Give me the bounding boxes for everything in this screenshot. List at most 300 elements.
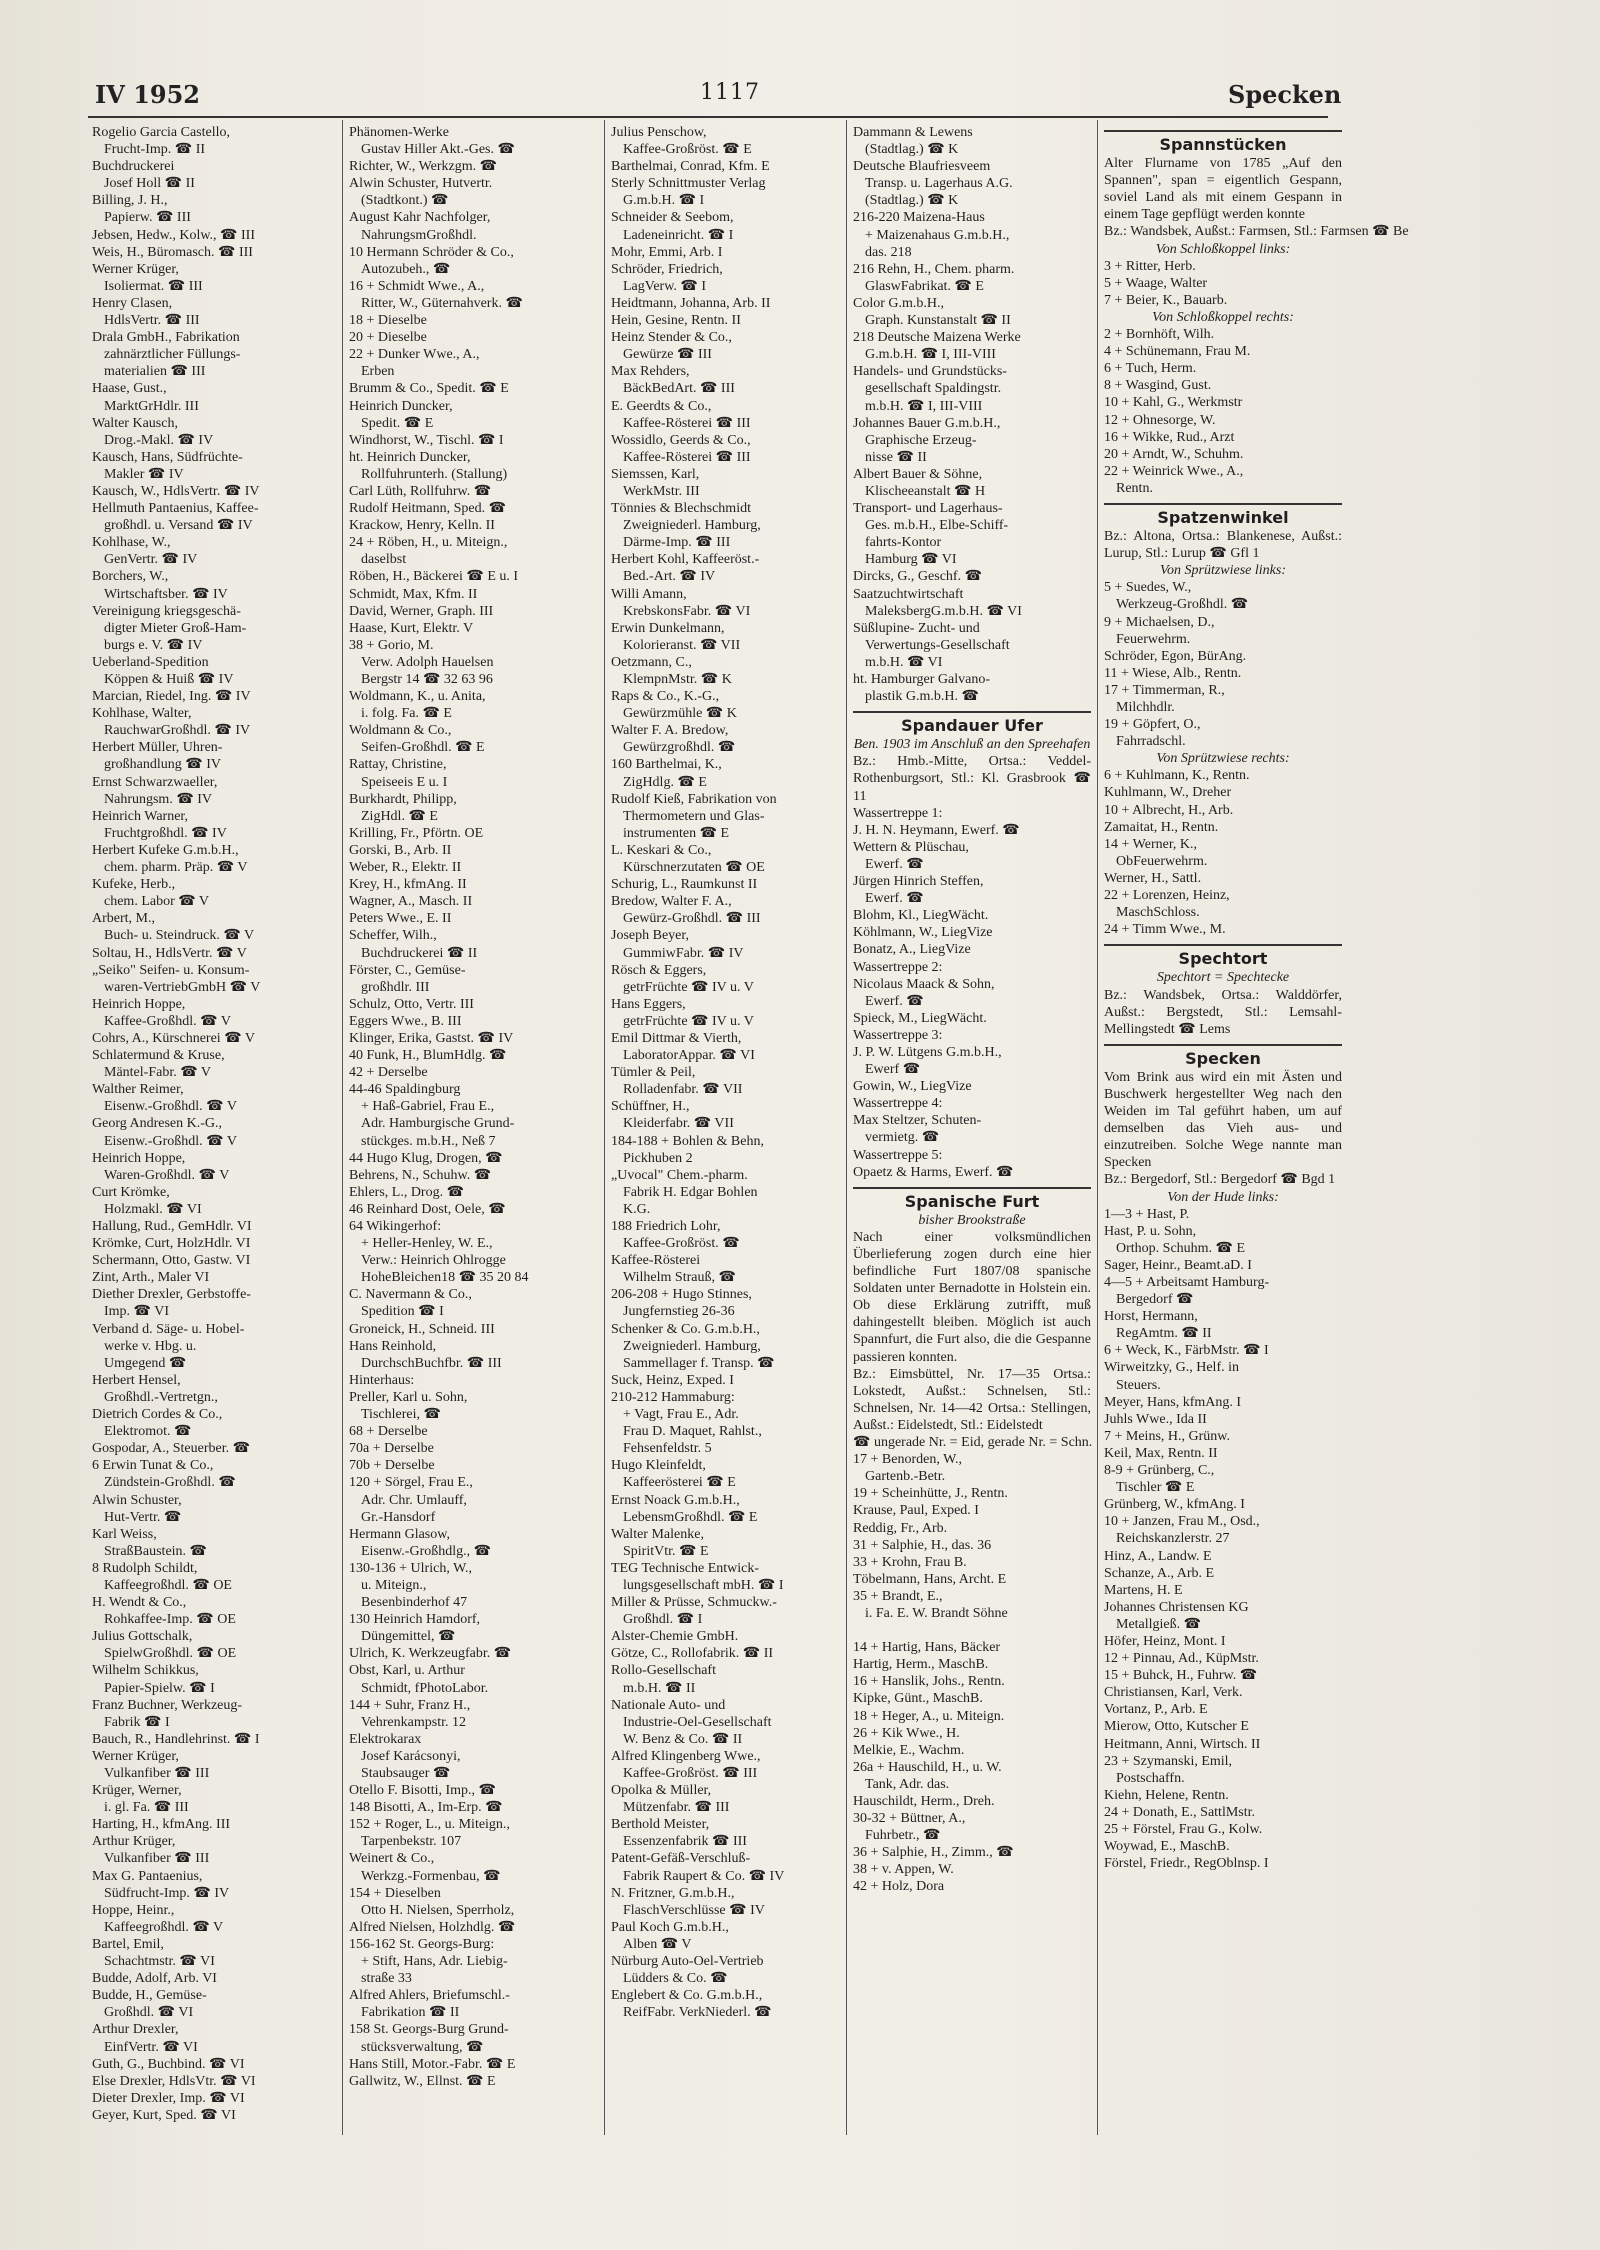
- directory-entry: Phänomen-Werke: [349, 125, 449, 140]
- entry-continuation: Kaffee-Großröst. ☎ E: [623, 142, 752, 158]
- entry-continuation: Ladeneinricht. ☎ I: [623, 227, 734, 243]
- directory-entry: 10 + Janzen, Frau M., Osd.,: [1104, 1514, 1260, 1530]
- entry-continuation: + Maizenahaus G.m.b.H.,: [865, 227, 1010, 243]
- directory-entry: Schüffner, H.,: [611, 1099, 690, 1115]
- directory-entry: Bredow, Walter F. A.,: [611, 894, 732, 910]
- entry-continuation: Sammellager f. Transp. ☎: [623, 1355, 775, 1371]
- directory-entry: 8 + Wasgind, Gust.: [1104, 378, 1212, 394]
- entry-continuation: Fabrik H. Edgar Bohlen: [623, 1184, 758, 1200]
- entry-continuation: KlempnMstr. ☎ K: [623, 672, 732, 687]
- entry-continuation: Verw. Adolph Hauelsen: [361, 654, 494, 670]
- section-description: Bz.: Hmb.-Mitte, Ortsa.: Veddel-Rothenburgsort, Stl.: Kl. Grasbrook ☎ 11: [853, 754, 1091, 804]
- directory-entry: 35 + Brandt, E.,: [853, 1588, 943, 1604]
- directory-entry: Raps & Co., K.-G.,: [611, 689, 720, 705]
- directory-entry: 2 + Bornhöft, Wilh.: [1104, 327, 1215, 343]
- entry-continuation: Werkzeug-Großhdl. ☎: [1116, 597, 1249, 613]
- entry-continuation: Rentn.: [1116, 480, 1153, 496]
- entry-continuation: Thermometern und Glas-: [623, 808, 765, 824]
- entry-continuation: Spedit. ☎ E: [361, 415, 434, 431]
- section-description: Nach einer volksmündlichen Überlieferung zogen durch eine hier befindliche Furt 1807/08 spanische Soldaten unter Bernadotte in Holstein ein. Ob diese Erklärung zutrifft, muß dahingestellt bleiben. Möglich ist auch Spannfurt, die Furt also, die die Gespanne passieren konnten.: [853, 1229, 1091, 1365]
- entry-continuation: Frau D. Maquet, Rahlst.,: [623, 1424, 762, 1440]
- directory-entry: Max Rehders,: [611, 364, 690, 380]
- directory-entry: Heinrich Hoppe,: [92, 996, 186, 1012]
- entry-continuation: Ewerf. ☎: [865, 856, 924, 872]
- entry-continuation: Mützenfabr. ☎ III: [623, 1800, 730, 1816]
- entry-continuation: Adr. Hamburgische Grund-: [361, 1116, 515, 1132]
- directory-entry: 64 Wikingerhof:: [349, 1219, 442, 1234]
- entry-continuation: Staubsauger ☎: [361, 1766, 451, 1781]
- directory-entry: Vereinigung kriegsgeschä-: [92, 603, 241, 619]
- directory-entry: Melkie, E., Wachm.: [853, 1742, 965, 1758]
- directory-entry: Martens, H. E: [1104, 1582, 1183, 1598]
- directory-entry: Jürgen Hinrich Steffen,: [853, 874, 984, 890]
- directory-entry: Curt Krömke,: [92, 1184, 170, 1200]
- directory-entry: 68 + Derselbe: [349, 1424, 428, 1440]
- directory-entry: 17 + Timmerman, R.,: [1104, 682, 1225, 698]
- entry-continuation: Hamburg ☎ VI: [865, 552, 957, 568]
- entry-continuation: i. gl. Fa. ☎ III: [104, 1800, 189, 1816]
- directory-entry: Verband d. Säge- u. Hobel-: [92, 1321, 245, 1337]
- column-5: [1104, 124, 1409, 2134]
- directory-entry: Rudolf Kieß, Fabrikation von: [611, 791, 777, 807]
- directory-entry: Röben, H., Bäckerei ☎ E u. I: [349, 569, 519, 585]
- directory-entry: H. Wendt & Co.,: [92, 1595, 187, 1611]
- directory-entry: Hans Reinhold,: [349, 1338, 437, 1354]
- entry-continuation: instrumenten ☎ E: [623, 825, 730, 841]
- directory-entry: Siemssen, Karl,: [611, 466, 700, 482]
- section-note: bisher Brookstraße: [918, 1212, 1026, 1228]
- entry-continuation: KrebskonsFabr. ☎ VI: [623, 603, 751, 619]
- directory-entry: Mohr, Emmi, Arb. I: [611, 244, 723, 260]
- directory-entry: 188 Friedrich Lohr,: [611, 1219, 721, 1234]
- entry-continuation: Zündstein-Großhdl. ☎: [104, 1475, 236, 1491]
- directory-entry: Kaffee-Rösterei: [611, 1253, 701, 1269]
- directory-entry: 46 Reinhard Dost, Oele, ☎: [349, 1201, 506, 1217]
- entry-continuation: Südfrucht-Imp. ☎ IV: [104, 1885, 230, 1901]
- entry-continuation: Tank, Adr. das.: [865, 1776, 950, 1792]
- directory-entry: Deutsche Blaufriesveem: [853, 159, 991, 175]
- directory-entry: Woywad, E., MaschB.: [1104, 1839, 1230, 1855]
- directory-entry: Weber, R., Elektr. II: [349, 860, 462, 876]
- directory-entry: 18 + Heger, A., u. Miteign.: [853, 1708, 1005, 1724]
- directory-entry: Krackow, Henry, Kelln. II: [349, 518, 495, 534]
- directory-entry: Willi Amann,: [611, 586, 687, 602]
- entry-continuation: MarktGrHdlr. III: [104, 398, 199, 414]
- entry-continuation: Postschaffn.: [1116, 1770, 1185, 1786]
- entry-continuation: Kaffeegroßhdl. ☎ V: [104, 1919, 224, 1935]
- directory-entry: Wassertreppe 2:: [853, 959, 943, 975]
- entry-continuation: Schachtmstr. ☎ VI: [104, 1954, 215, 1970]
- entry-continuation: Erben: [361, 364, 395, 380]
- directory-entry: Miller & Prüsse, Schmuckw.-: [611, 1595, 777, 1611]
- directory-entry: Franz Buchner, Werkzeug-: [92, 1697, 243, 1713]
- directory-entry: 152 + Roger, L., u. Miteign.,: [349, 1817, 510, 1833]
- entry-continuation: stückges. m.b.H., Neß 7: [361, 1133, 496, 1149]
- entry-continuation: Frucht-Imp. ☎ II: [104, 142, 206, 158]
- directory-entry: Bonatz, A., LiegVize: [853, 942, 971, 958]
- entry-continuation: Kaffee-Großröst. ☎ III: [623, 1766, 758, 1781]
- directory-entry: Walther Reimer,: [92, 1082, 184, 1098]
- directory-entry: 20 + Arndt, W., Schuhm.: [1104, 446, 1244, 462]
- entry-continuation: GenVertr. ☎ IV: [104, 552, 198, 568]
- entry-continuation: ZigHdl. ☎ E: [361, 808, 438, 824]
- directory-entry: 4—5 + Arbeitsamt Hamburg-: [1104, 1275, 1270, 1290]
- directory-entry: Heinz Stender & Co.,: [611, 330, 732, 346]
- entry-continuation: daselbst: [361, 552, 407, 568]
- entry-continuation: Umgegend ☎: [104, 1355, 187, 1371]
- directory-entry: Hermann Glasow,: [349, 1526, 450, 1542]
- directory-entry: 10 + Albrecht, H., Arb.: [1104, 802, 1234, 818]
- directory-entry: Dieter Drexler, Imp. ☎ VI: [92, 2090, 245, 2106]
- directory-entry: Gospodar, A., Steuerber. ☎: [92, 1441, 251, 1457]
- entry-continuation: ReifFabr. VerkNiederl. ☎: [623, 2005, 772, 2021]
- directory-entry: Opolka & Müller,: [611, 1783, 712, 1799]
- directory-entry: 6 + Kuhlmann, K., Rentn.: [1104, 768, 1250, 784]
- directory-entry: Meyer, Hans, kfmAng. I: [1104, 1394, 1242, 1410]
- directory-entry: Wirweitzky, G., Helf. in: [1104, 1360, 1239, 1376]
- entry-continuation: Gewürzgroßhdl. ☎: [623, 740, 736, 756]
- section-heading: Spechtort: [1104, 944, 1342, 967]
- directory-entry: Handels- und Grundstücks-: [853, 364, 1007, 380]
- entry-continuation: Speiseeis E u. I: [361, 774, 448, 790]
- entry-continuation: WerkMstr. III: [623, 483, 700, 499]
- entry-continuation: Makler ☎ IV: [104, 466, 184, 482]
- section-heading: Spatzenwinkel: [1104, 503, 1342, 526]
- entry-continuation: Ritter, W., Güternahverk. ☎: [361, 295, 523, 311]
- directory-entry: 5 + Waage, Walter: [1104, 275, 1208, 291]
- entry-continuation: Hut-Vertr. ☎: [104, 1509, 182, 1525]
- entry-continuation: Großhdl. ☎ I: [623, 1612, 703, 1628]
- directory-entry: 36 + Salphie, H., Zimm., ☎: [853, 1845, 1014, 1861]
- directory-entry: Förster, C., Gemüse-: [349, 962, 466, 978]
- directory-entry: 130-136 + Ulrich, W.,: [349, 1560, 472, 1576]
- directory-entry: Heinrich Duncker,: [349, 398, 453, 414]
- directory-entry: N. Fritzner, G.m.b.H.,: [611, 1885, 735, 1901]
- directory-entry: 24 + Röben, H., u. Miteign.,: [349, 535, 508, 551]
- entry-continuation: getrFrüchte ☎ IV u. V: [623, 1013, 754, 1029]
- directory-entry: Elektrokarax: [349, 1731, 422, 1747]
- entry-continuation: ZigHdlg. ☎ E: [623, 774, 707, 790]
- directory-entry: 210-212 Hammaburg:: [611, 1389, 735, 1405]
- directory-entry: 8 Rudolph Schildt,: [92, 1560, 198, 1576]
- directory-entry: 11 + Wiese, Alb., Rentn.: [1104, 665, 1242, 681]
- directory-entry: Tümler & Peil,: [611, 1065, 696, 1081]
- entry-continuation: straße 33: [361, 1971, 412, 1987]
- entry-continuation: RegAmtm. ☎ II: [1116, 1326, 1212, 1342]
- directory-entry: Kufeke, Herb.,: [92, 877, 176, 893]
- directory-entry: Kiehn, Helene, Rentn.: [1104, 1787, 1229, 1803]
- entry-continuation: G.m.b.H. ☎ I, III-VIII: [865, 347, 996, 363]
- directory-entry: Herbert Kufeke G.m.b.H.,: [92, 842, 239, 858]
- entry-continuation: Feuerwehrm.: [1116, 631, 1191, 647]
- directory-entry: Harting, H., kfmAng. III: [92, 1817, 231, 1833]
- entry-continuation: Bergedorf ☎: [1116, 1292, 1194, 1308]
- entry-continuation: Vulkanfiber ☎ III: [104, 1851, 210, 1867]
- entry-continuation: Jungfernstieg 26-36: [623, 1304, 735, 1320]
- directory-entry: 22 + Weinrick Wwe., A.,: [1104, 463, 1244, 479]
- directory-entry: Juhls Wwe., Ida II: [1104, 1411, 1207, 1427]
- entry-continuation: Otto H. Nielsen, Sperrholz,: [361, 1902, 515, 1918]
- directory-entry: „Uvocal" Chem.-pharm.: [611, 1167, 748, 1183]
- directory-entry: 15 + Buhck, H., Fuhrw. ☎: [1104, 1668, 1258, 1684]
- directory-entry: 10 Hermann Schröder & Co.,: [349, 244, 514, 260]
- street-header: Specken: [1228, 80, 1342, 109]
- directory-entry: 216 Rehn, H., Chem. pharm.: [853, 261, 1015, 277]
- directory-entry: Wettern & Plüschau,: [853, 839, 969, 855]
- entry-continuation: Kaffee-Rösterei ☎ III: [623, 449, 751, 465]
- directory-entry: Schenker & Co. G.m.b.H.,: [611, 1321, 760, 1337]
- directory-entry: 20 + Dieselbe: [349, 330, 427, 346]
- directory-entry: 33 + Krohn, Frau B.: [853, 1554, 967, 1570]
- entry-continuation: LaboratorAppar. ☎ VI: [623, 1048, 755, 1064]
- directory-entry: Horst, Hermann,: [1104, 1309, 1198, 1325]
- directory-entry: C. Navermann & Co.,: [349, 1287, 472, 1303]
- entry-continuation: gesellschaft Spaldingstr.: [865, 381, 1002, 397]
- directory-entry: Schneider & Seebom,: [611, 210, 734, 226]
- entry-continuation: Alben ☎ V: [623, 1936, 692, 1952]
- directory-entry: Hallung, Rud., GemHdlr. VI: [92, 1219, 252, 1234]
- directory-entry: Hoppe, Heinr.,: [92, 1902, 175, 1918]
- directory-entry: David, Werner, Graph. III: [349, 603, 494, 619]
- directory-entry: Kuhlmann, W., Dreher: [1104, 785, 1232, 801]
- directory-entry: TEG Technische Entwick-: [611, 1560, 760, 1576]
- entry-continuation: Kaffeegroßhdl. ☎ OE: [104, 1577, 232, 1593]
- directory-entry: Hast, P. u. Sohn,: [1104, 1223, 1197, 1239]
- entry-continuation: Adr. Chr. Umlauff,: [361, 1492, 467, 1508]
- entry-continuation: Fabrikation ☎ II: [361, 2005, 460, 2021]
- directory-entry: Peters Wwe., E. II: [349, 911, 452, 927]
- entry-continuation: Kürschnerzutaten ☎ OE: [623, 860, 765, 876]
- entry-continuation: RauchwarGroßhdl. ☎ IV: [104, 723, 251, 739]
- directory-entry: 24 + Timm Wwe., M.: [1104, 922, 1226, 938]
- directory-entry: Nürburg Auto-Oel-Vertrieb: [611, 1954, 764, 1970]
- directory-entry: Gowin, W., LiegVize: [853, 1079, 972, 1095]
- directory-entry: Obst, Karl, u. Arthur: [349, 1663, 465, 1679]
- directory-entry: Haase, Kurt, Elektr. V: [349, 620, 474, 636]
- directory-entry: 40 Funk, H., BlumHdlg. ☎: [349, 1048, 507, 1064]
- directory-entry: Max Steltzer, Schuten-: [853, 1113, 982, 1129]
- entry-continuation: GlaswFabrikat. ☎ E: [865, 278, 984, 294]
- entry-continuation: Fabrik Raupert & Co. ☎ IV: [623, 1868, 785, 1884]
- directory-entry: Arthur Krüger,: [92, 1834, 176, 1850]
- entry-continuation: + Haß-Gabriel, Frau E.,: [361, 1099, 495, 1115]
- entry-continuation: StraßBaustein. ☎: [104, 1543, 207, 1559]
- directory-entry: 1—3 + Hast, P.: [1104, 1206, 1190, 1222]
- directory-entry: Billing, J. H.,: [92, 193, 168, 209]
- entry-continuation: GummiwFabr. ☎ IV: [623, 945, 744, 961]
- entry-continuation: Eisenw.-Großhdlg., ☎: [361, 1543, 492, 1559]
- directory-entry: Emil Dittmar & Vierth,: [611, 1030, 742, 1046]
- directory-entry: Mierow, Otto, Kutscher E: [1104, 1719, 1249, 1735]
- entry-continuation: Rollfuhrunterh. (Stallung): [361, 466, 508, 482]
- directory-entry: Wassertreppe 3:: [853, 1027, 943, 1043]
- directory-entry: 7 + Meins, H., Grünw.: [1104, 1428, 1230, 1444]
- directory-entry: Hinz, A., Landw. E: [1104, 1548, 1212, 1564]
- page-number: 1117: [700, 80, 760, 105]
- entry-continuation: Imp. ☎ VI: [104, 1304, 170, 1320]
- entry-continuation: getrFrüchte ☎ IV u. V: [623, 979, 754, 995]
- entry-continuation: Reichskanzlerstr. 27: [1116, 1531, 1230, 1547]
- directory-entry: Ulrich, K. Werkzeugfabr. ☎: [349, 1646, 512, 1662]
- directory-entry: Woldmann, K., u. Anita,: [349, 689, 486, 705]
- directory-entry: Schmidt, Max, Kfm. II: [349, 586, 478, 602]
- directory-entry: Barthelmai, Conrad, Kfm. E: [611, 159, 770, 175]
- directory-entry: Schulz, Otto, Vertr. III: [349, 996, 474, 1012]
- directory-entry: 5 + Suedes, W.,: [1104, 580, 1192, 596]
- directory-entry: 10 + Kahl, G., Werkmstr: [1104, 395, 1243, 411]
- directory-entry: Bz.: Wandsbek, Außst.: Farmsen, Stl.: Farmsen ☎ Be: [1104, 224, 1409, 240]
- directory-entry: Kausch, Hans, Südfrüchte-: [92, 449, 243, 465]
- entry-continuation: Gr.-Hansdorf: [361, 1509, 436, 1525]
- directory-entry: Richter, W., Werkzgm. ☎: [349, 159, 498, 175]
- entry-continuation: Rohkaffee-Imp. ☎ OE: [104, 1612, 236, 1628]
- directory-entry: Paul Koch G.m.b.H.,: [611, 1919, 729, 1935]
- directory-entry: Heinrich Hoppe,: [92, 1150, 186, 1166]
- directory-entry: Sterly Schnittmuster Verlag: [611, 176, 766, 192]
- directory-entry: Sager, Heinr., Beamt.aD. I: [1104, 1257, 1252, 1273]
- directory-entry: Krey, H., kfmAng. II: [349, 877, 467, 893]
- entry-continuation: Kaffee-Großröst. ☎: [623, 1236, 740, 1252]
- entry-continuation: Eisenw.-Großhdl. ☎ V: [104, 1099, 237, 1115]
- directory-entry: Herbert Kohl, Kaffeeröst.-: [611, 552, 760, 568]
- entry-continuation: Graphische Erzeug-: [865, 432, 977, 448]
- directory-entry: 160 Barthelmai, K.,: [611, 757, 722, 773]
- directory-entry: Arthur Drexler,: [92, 2022, 179, 2038]
- directory-entry: 18 + Dieselbe: [349, 313, 427, 329]
- entry-continuation: MaleksbergG.m.b.H. ☎ VI: [865, 603, 1022, 619]
- directory-entry: Buchdruckerei: [92, 159, 175, 175]
- entry-continuation: Wilhelm Strauß, ☎: [623, 1270, 736, 1286]
- entry-continuation: Ges. m.b.H., Elbe-Schiff-: [865, 518, 1009, 534]
- directory-entry: Schanze, A., Arb. E: [1104, 1565, 1215, 1581]
- entry-continuation: Bed.-Art. ☎ IV: [623, 569, 716, 585]
- directory-entry: Hinterhaus:: [349, 1372, 415, 1388]
- entry-continuation: Kaffee-Rösterei ☎ III: [623, 415, 751, 431]
- directory-entry: Oetzmann, C.,: [611, 654, 692, 670]
- section-description: Bz.: Wandsbek, Ortsa.: Walddörfer, Außst.: Bergstedt, Stl.: Lemsahl-Mellingstedt ☎ Lems: [1104, 987, 1342, 1037]
- directory-entry: Preller, Karl u. Sohn,: [349, 1389, 468, 1405]
- entry-continuation: (Stadtlag.) ☎ K: [865, 142, 959, 158]
- directory-entry: 156-162 St. Georgs-Burg:: [349, 1936, 495, 1952]
- entry-continuation: BäckBedArt. ☎ III: [623, 381, 735, 397]
- entry-continuation: materialien ☎ III: [104, 364, 206, 380]
- entry-continuation: das. 218: [865, 244, 912, 260]
- directory-entry: 6 + Weck, K., FärbMstr. ☎ I: [1104, 1343, 1269, 1359]
- directory-entry: 24 + Donath, E., SattlMstr.: [1104, 1804, 1256, 1820]
- directory-entry: Alwin Schuster, Hutvertr.: [349, 176, 493, 192]
- directory-entry: Jebsen, Hedw., Kolw., ☎ III: [92, 227, 255, 243]
- section-description: Alter Flurname von 1785 „Auf den Spannen", span = eigentlich Gespann, soviel Land als mit einem Gespann in einem Tage gepflügt werden konnte: [1104, 156, 1342, 223]
- directory-entry: Herbert Müller, Uhren-: [92, 740, 223, 756]
- entry-continuation: Mäntel-Fabr. ☎ V: [104, 1065, 212, 1081]
- entry-continuation: Fabrik ☎ I: [104, 1714, 170, 1730]
- directory-entry: Töbelmann, Hans, Archt. E: [853, 1571, 1007, 1587]
- directory-entry: 38 + v. Appen, W.: [853, 1862, 954, 1878]
- entry-continuation: Graph. Kunstanstalt ☎ II: [865, 313, 1011, 329]
- directory-entry: Bartel, Emil,: [92, 1936, 164, 1952]
- entry-continuation: i. folg. Fa. ☎ E: [361, 706, 452, 722]
- column-2: [349, 124, 587, 2134]
- entry-continuation: m.b.H. ☎ II: [623, 1680, 696, 1696]
- directory-entry: 30-32 + Büttner, A.,: [853, 1811, 966, 1827]
- entry-continuation: Kaffee-Großhdl. ☎ V: [104, 1013, 231, 1029]
- directory-entry: 16 + Schmidt Wwe., A.,: [349, 278, 485, 294]
- entry-continuation: Orthop. Schuhm. ☎ E: [1116, 1240, 1246, 1256]
- directory-entry: Süßlupine- Zucht- und: [853, 620, 980, 636]
- directory-entry: 144 + Suhr, Franz H.,: [349, 1697, 471, 1713]
- directory-entry: Johannes Bauer G.m.b.H.,: [853, 415, 1001, 431]
- entry-continuation: Seifen-Großhdl. ☎ E: [361, 740, 485, 756]
- entry-continuation: SpiritVtr. ☎ E: [623, 1543, 709, 1559]
- entry-continuation: Gartenb.-Betr.: [865, 1469, 946, 1485]
- directory-entry: L. Keskari & Co.,: [611, 842, 712, 858]
- directory-entry: 6 Erwin Tunat & Co.,: [92, 1458, 214, 1474]
- directory-entry: Götze, C., Rollofabrik. ☎ II: [611, 1646, 774, 1662]
- entry-continuation: Steuers.: [1116, 1377, 1161, 1393]
- entry-continuation: Metallgieß. ☎: [1116, 1616, 1202, 1632]
- directory-entry: Dietrich Cordes & Co.,: [92, 1407, 223, 1423]
- directory-entry: Förstel, Friedr., RegOblnsp. I: [1104, 1856, 1269, 1872]
- entry-continuation: m.b.H. ☎ VI: [865, 654, 943, 670]
- entry-continuation: Düngemittel, ☎: [361, 1629, 456, 1645]
- section-note: Von Sprützwiese links:: [1160, 563, 1286, 579]
- directory-entry: Walter Malenke,: [611, 1526, 704, 1542]
- directory-entry: Englebert & Co. G.m.b.H.,: [611, 1988, 763, 2004]
- entry-continuation: Buch- u. Steindruck. ☎ V: [104, 928, 255, 944]
- directory-entry: Hans Still, Motor.-Fabr. ☎ E: [349, 2056, 516, 2072]
- directory-entry: Burkhardt, Philipp,: [349, 791, 457, 807]
- entry-continuation: Gewürz-Großhdl. ☎ III: [623, 911, 761, 927]
- directory-entry: Ehlers, L., Drog. ☎: [349, 1184, 465, 1200]
- directory-entry: Hans Eggers,: [611, 996, 686, 1012]
- entry-continuation: Ewerf ☎: [865, 1062, 921, 1078]
- entry-continuation: waren-VertriebGmbH ☎ V: [104, 979, 261, 995]
- entry-continuation: Kaffeerösterei ☎ E: [623, 1475, 736, 1491]
- directory-entry: Woldmann & Co.,: [349, 723, 452, 739]
- directory-entry: Christiansen, Karl, Verk.: [1104, 1685, 1243, 1701]
- directory-entry: Alwin Schuster,: [92, 1492, 182, 1508]
- entry-continuation: Besenbinderhof 47: [361, 1595, 468, 1611]
- directory-entry: Geyer, Kurt, Sped. ☎ VI: [92, 2107, 236, 2123]
- directory-entry: Herbert Hensel,: [92, 1372, 181, 1388]
- entry-continuation: Gustav Hiller Akt.-Ges. ☎: [361, 142, 515, 158]
- entry-continuation: chem. pharm. Präp. ☎ V: [104, 860, 248, 876]
- directory-entry: Weis, H., Büromasch. ☎ III: [92, 244, 253, 260]
- entry-continuation: Kolorieranst. ☎ VII: [623, 637, 741, 653]
- directory-entry: 44 Hugo Klug, Drogen, ☎: [349, 1150, 503, 1166]
- directory-entry: Hauschildt, Herm., Dreh.: [853, 1794, 995, 1809]
- entry-continuation: Tischler ☎ E: [1116, 1480, 1195, 1496]
- directory-entry: Krömke, Curt, HolzHdlr. VI: [92, 1236, 251, 1252]
- directory-entry: Ernst Noack G.m.b.H.,: [611, 1492, 740, 1508]
- directory-entry: 184-188 + Bohlen & Behn,: [611, 1133, 764, 1149]
- directory-entry: 6 + Tuch, Herm.: [1104, 361, 1197, 377]
- directory-entry: Walter Kausch,: [92, 415, 178, 431]
- entry-continuation: + Heller-Henley, W. E.,: [361, 1236, 493, 1252]
- directory-entry: Reddig, Fr., Arb.: [853, 1520, 948, 1536]
- entry-continuation: HoheBleichen18 ☎ 35 20 84: [361, 1270, 529, 1286]
- directory-entry: Spieck, M., LiegWächt.: [853, 1010, 987, 1026]
- directory-entry: ☎ ungerade Nr. = Eid, gerade Nr. = Schn.: [853, 1435, 1093, 1451]
- directory-entry: 12 + Pinnau, Ad., KüpMstr.: [1104, 1651, 1259, 1667]
- section-heading: Spandauer Ufer: [853, 711, 1091, 734]
- directory-entry: Scheffer, Wilh.,: [349, 928, 437, 944]
- directory-entry: Keil, Max, Rentn. II: [1104, 1445, 1218, 1461]
- entry-continuation: Spedition ☎ I: [361, 1304, 444, 1320]
- entry-continuation: Fuhrbetr., ☎: [865, 1828, 941, 1844]
- directory-entry: Karl Weiss,: [92, 1526, 157, 1542]
- entry-continuation: Gewürze ☎ III: [623, 347, 712, 363]
